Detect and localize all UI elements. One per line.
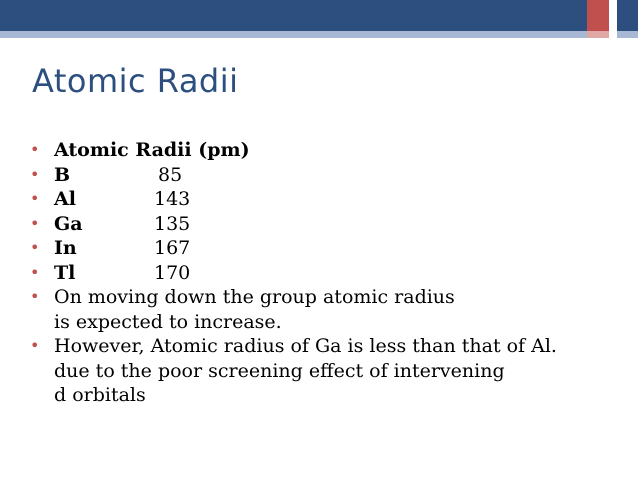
- radius-value: 167: [154, 237, 191, 259]
- bullet-icon: •: [30, 336, 40, 355]
- element-symbol: Ga: [54, 212, 83, 235]
- radius-value: 170: [154, 261, 191, 284]
- data-row: [30, 163, 630, 188]
- element-symbol: B: [54, 163, 71, 186]
- bullet-point-trend: [30, 285, 630, 334]
- data-row: [30, 187, 630, 212]
- bullet-point-exception: [30, 334, 630, 408]
- bullet-list: [30, 138, 630, 408]
- accent-block-blue: [617, 0, 638, 31]
- accent-block-light-red: [587, 31, 609, 38]
- bullet-icon: •: [30, 262, 40, 282]
- bullet-icon: •: [30, 213, 40, 233]
- accent-gap: [609, 0, 617, 38]
- element-symbol: Al: [54, 188, 76, 210]
- element-symbol: Tl: [54, 261, 76, 284]
- bullet-icon: •: [30, 140, 40, 159]
- bullet-heading: [30, 138, 630, 163]
- point-text-line: On moving down the group atomic radius: [54, 286, 455, 308]
- point-text-line: due to the poor screening effect of intervening: [54, 359, 505, 382]
- bullet-icon: •: [30, 238, 40, 257]
- radius-value: 143: [154, 188, 191, 210]
- header-band: [0, 0, 638, 38]
- accent-block-red: [587, 0, 609, 31]
- point-text-line: is expected to increase.: [54, 310, 282, 333]
- accent-block-light-blue: [617, 31, 638, 38]
- radius-value: 85: [158, 163, 183, 186]
- slide-title: Atomic Radii: [32, 62, 239, 100]
- bullet-icon: •: [30, 287, 40, 306]
- bullet-icon: •: [30, 164, 40, 184]
- header-band-light: [0, 31, 638, 38]
- data-row: [30, 212, 630, 237]
- table-heading: Atomic Radii (pm): [54, 139, 250, 161]
- data-row: [30, 236, 630, 261]
- header-band-dark: [0, 0, 638, 31]
- point-text-line: d orbitals: [54, 384, 146, 406]
- bullet-icon: •: [30, 189, 40, 208]
- radius-value: 135: [154, 212, 191, 235]
- data-row: [30, 261, 630, 286]
- element-symbol: In: [54, 237, 77, 259]
- point-text-line: However, Atomic radius of Ga is less than that of Al.: [54, 335, 557, 357]
